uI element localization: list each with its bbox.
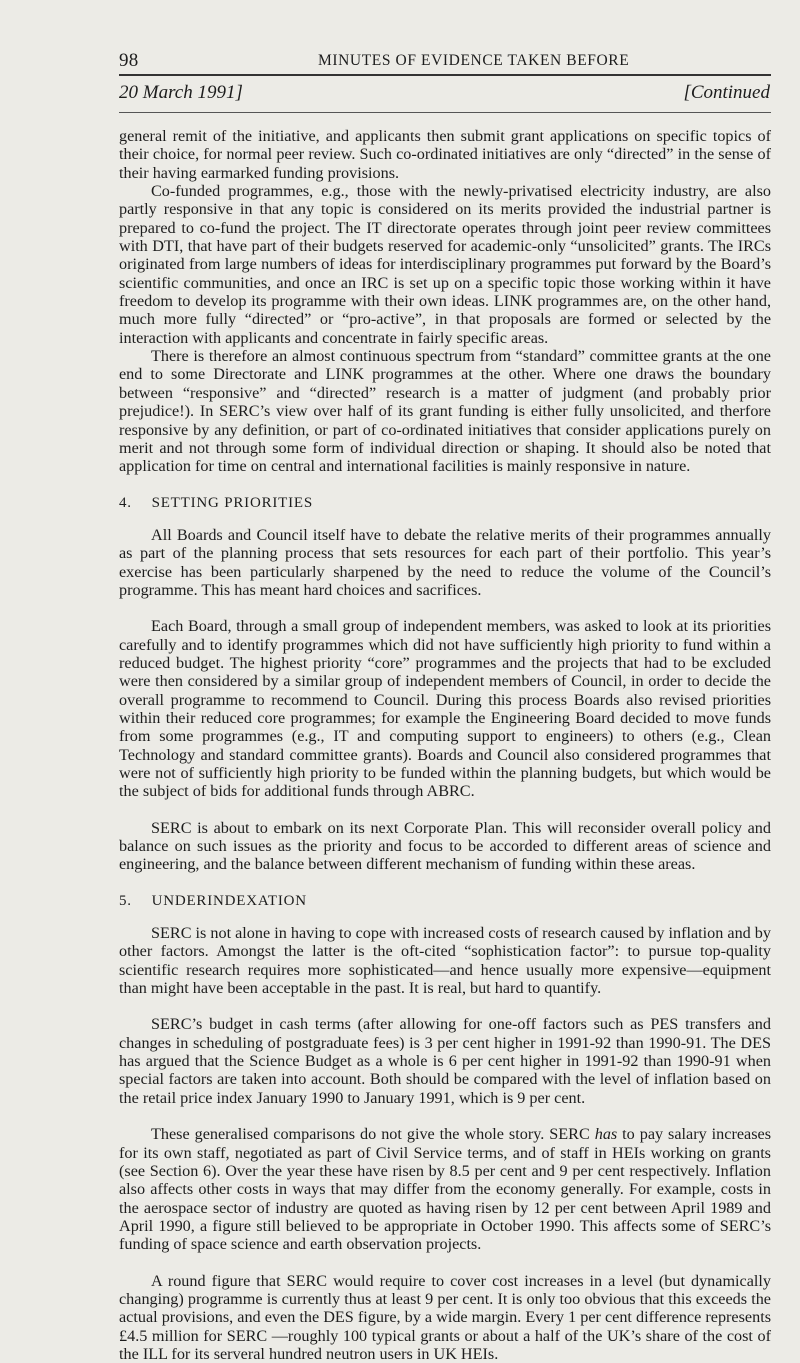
section-4-title: SETTING PRIORITIES (151, 494, 314, 511)
paragraph-9-emphasis: has (594, 1125, 618, 1144)
paragraph-5: Each Board, through a small group of independent members, was asked to look at its priorities carefully and to identify programmes which did not have sufficiently high priority to fund within a reduced budget. The highest priority “core” programmes and the projects that had to be excluded were then considered by a similar group of independent members of Council, in order to decide the overall programme to recommend to Council. During this process Boards also revised priorities within their reduced core programmes; for example the Engineering Board decided to move funds from some programmes (e.g., IT and computing support to engineers) to others (e.g., Clean Technology and standard committee grants). Boards and Council also considered programmes that were not of sufficiently high priority to be funded within the planning budgets, but which would be the subject of bids for additional funds through ABRC. (119, 617, 771, 801)
paragraph-9-part-a: These generalised comparisons do not give the whole story. SERC (151, 1125, 595, 1144)
paragraph-10: A round figure that SERC would require to cover cost increases in a level (but dynamically changing) programme is currently thus at least 9 per cent. It is only too obvious that this exceeds the actual provisions, and even the DES figure, by a wide margin. Every 1 per cent difference represents £4.5 million for SERC —roughly 100 typical grants or about a half of the UK’s share of the cost of the ILL for its serveral hundred neutron users in UK HEIs. (119, 1271, 771, 1363)
paragraph-4: All Boards and Council itself have to debate the relative merits of their programmes annually as part of the planning process that sets resources for each part of their portfolio. This year’s exercise has been particularly sharpened by the need to reduce the volume of the Council’s programme. This has meant hard choices and sacrifices. (119, 525, 771, 599)
paragraph-9 (119, 1125, 771, 1253)
header-continued: [Continued (683, 82, 770, 103)
header-date: 20 March 1991] (119, 82, 243, 103)
section-4-heading (119, 494, 771, 512)
paragraph-6: SERC is about to embark on its next Corporate Plan. This will reconsider overall policy and balance on such issues as the priority and focus to be accorded to different areas of science and engineering, and the balance between different mechanism of funding within these areas. (119, 818, 771, 874)
section-5-number: 5. (119, 892, 132, 909)
section-5-heading (119, 892, 771, 910)
paragraph-9-part-b: to pay salary increases for its own staff, negotiated as part of Civil Service terms, and of staff in HEIs working on grants (see Section 6). Over the year these have risen by 8.5 per cent and 9 per cent respectively. Inflation also affects other costs in ways that may differ from the economy generally. For example, costs in the aerospace sector of industry are quoted as having risen by 12 per cent between April 1989 and April 1990, a figure still believed to be appropriate in October 1990. This affects some of SERC’s funding of space science and earth observation projects. (119, 1125, 771, 1254)
section-4-number: 4. (119, 494, 132, 511)
header-rule-top (119, 74, 771, 76)
running-title: MINUTES OF EVIDENCE TAKEN BEFORE (318, 52, 630, 69)
paragraph-3: There is therefore an almost continuous spectrum from “standard” committee grants at the one end to some Directorate and LINK programmes at the other. Where one draws the boundary between “responsive” and “directed” research is a matter of judgment (and probably prior prejudice!). In SERC’s view over half of its grant funding is either fully unsolicited, and therfore responsive by any definition, or part of co-ordinated initiatives that consider applications purely on merit and not through some form of individual direction or shaping. It should also be noted that application for time on central and international facilities is mainly responsive in nature. (119, 347, 771, 476)
header-rule-bottom (119, 112, 771, 113)
paragraph-7: SERC is not alone in having to cope with increased costs of research caused by inflation and by other factors. Amongst the latter is the oft-cited “sophistication factor”: to pursue top-quality scientific research requires more sophisticated—and hence usually more expensive—equipment than might have been acceptable in the past. It is real, but hard to quantify. (119, 924, 771, 998)
section-5-title: UNDERINDEXATION (151, 892, 307, 909)
paragraph-2: Co-funded programmes, e.g., those with the newly-privatised electricity industry, are also partly responsive in that any topic is considered on its merits provided the industrial partner is prepared to co-fund the project. The IT directorate operates through joint peer review committees with DTI, that have part of their budgets reserved for academic-only “unsolicited” grants. The IRCs originated from large numbers of ideas for interdisciplinary programmes put forward by the Board’s scientific communities, and once an IRC is set up on a specific topic those working within it have freedom to develop its programme with their own ideas. LINK programmes are, on the other hand, much more fully “directed” or “pro-active”, in that proposals are formed or selected by the interaction with applicants and concentrate in fairly specific areas. (119, 182, 771, 347)
page-number: 98 (119, 50, 139, 71)
paragraph-1: general remit of the initiative, and applicants then submit grant applications on specific topics of their choice, for normal peer review. Such co-ordinated initiatives are only “directed” in the sense of their having earmarked funding provisions. (119, 127, 771, 182)
document-body (119, 127, 771, 1363)
paragraph-8: SERC’s budget in cash terms (after allowing for one-off factors such as PES transfers and changes in scheduling of postgraduate fees) is 3 per cent higher in 1991-92 than 1990-91. The DES has argued that the Science Budget as a whole is 6 per cent higher in 1991-92 than 1990-91 when special factors are taken into account. Both should be compared with the level of inflation based on the retail price index January 1990 to January 1991, which is 9 per cent. (119, 1015, 771, 1107)
